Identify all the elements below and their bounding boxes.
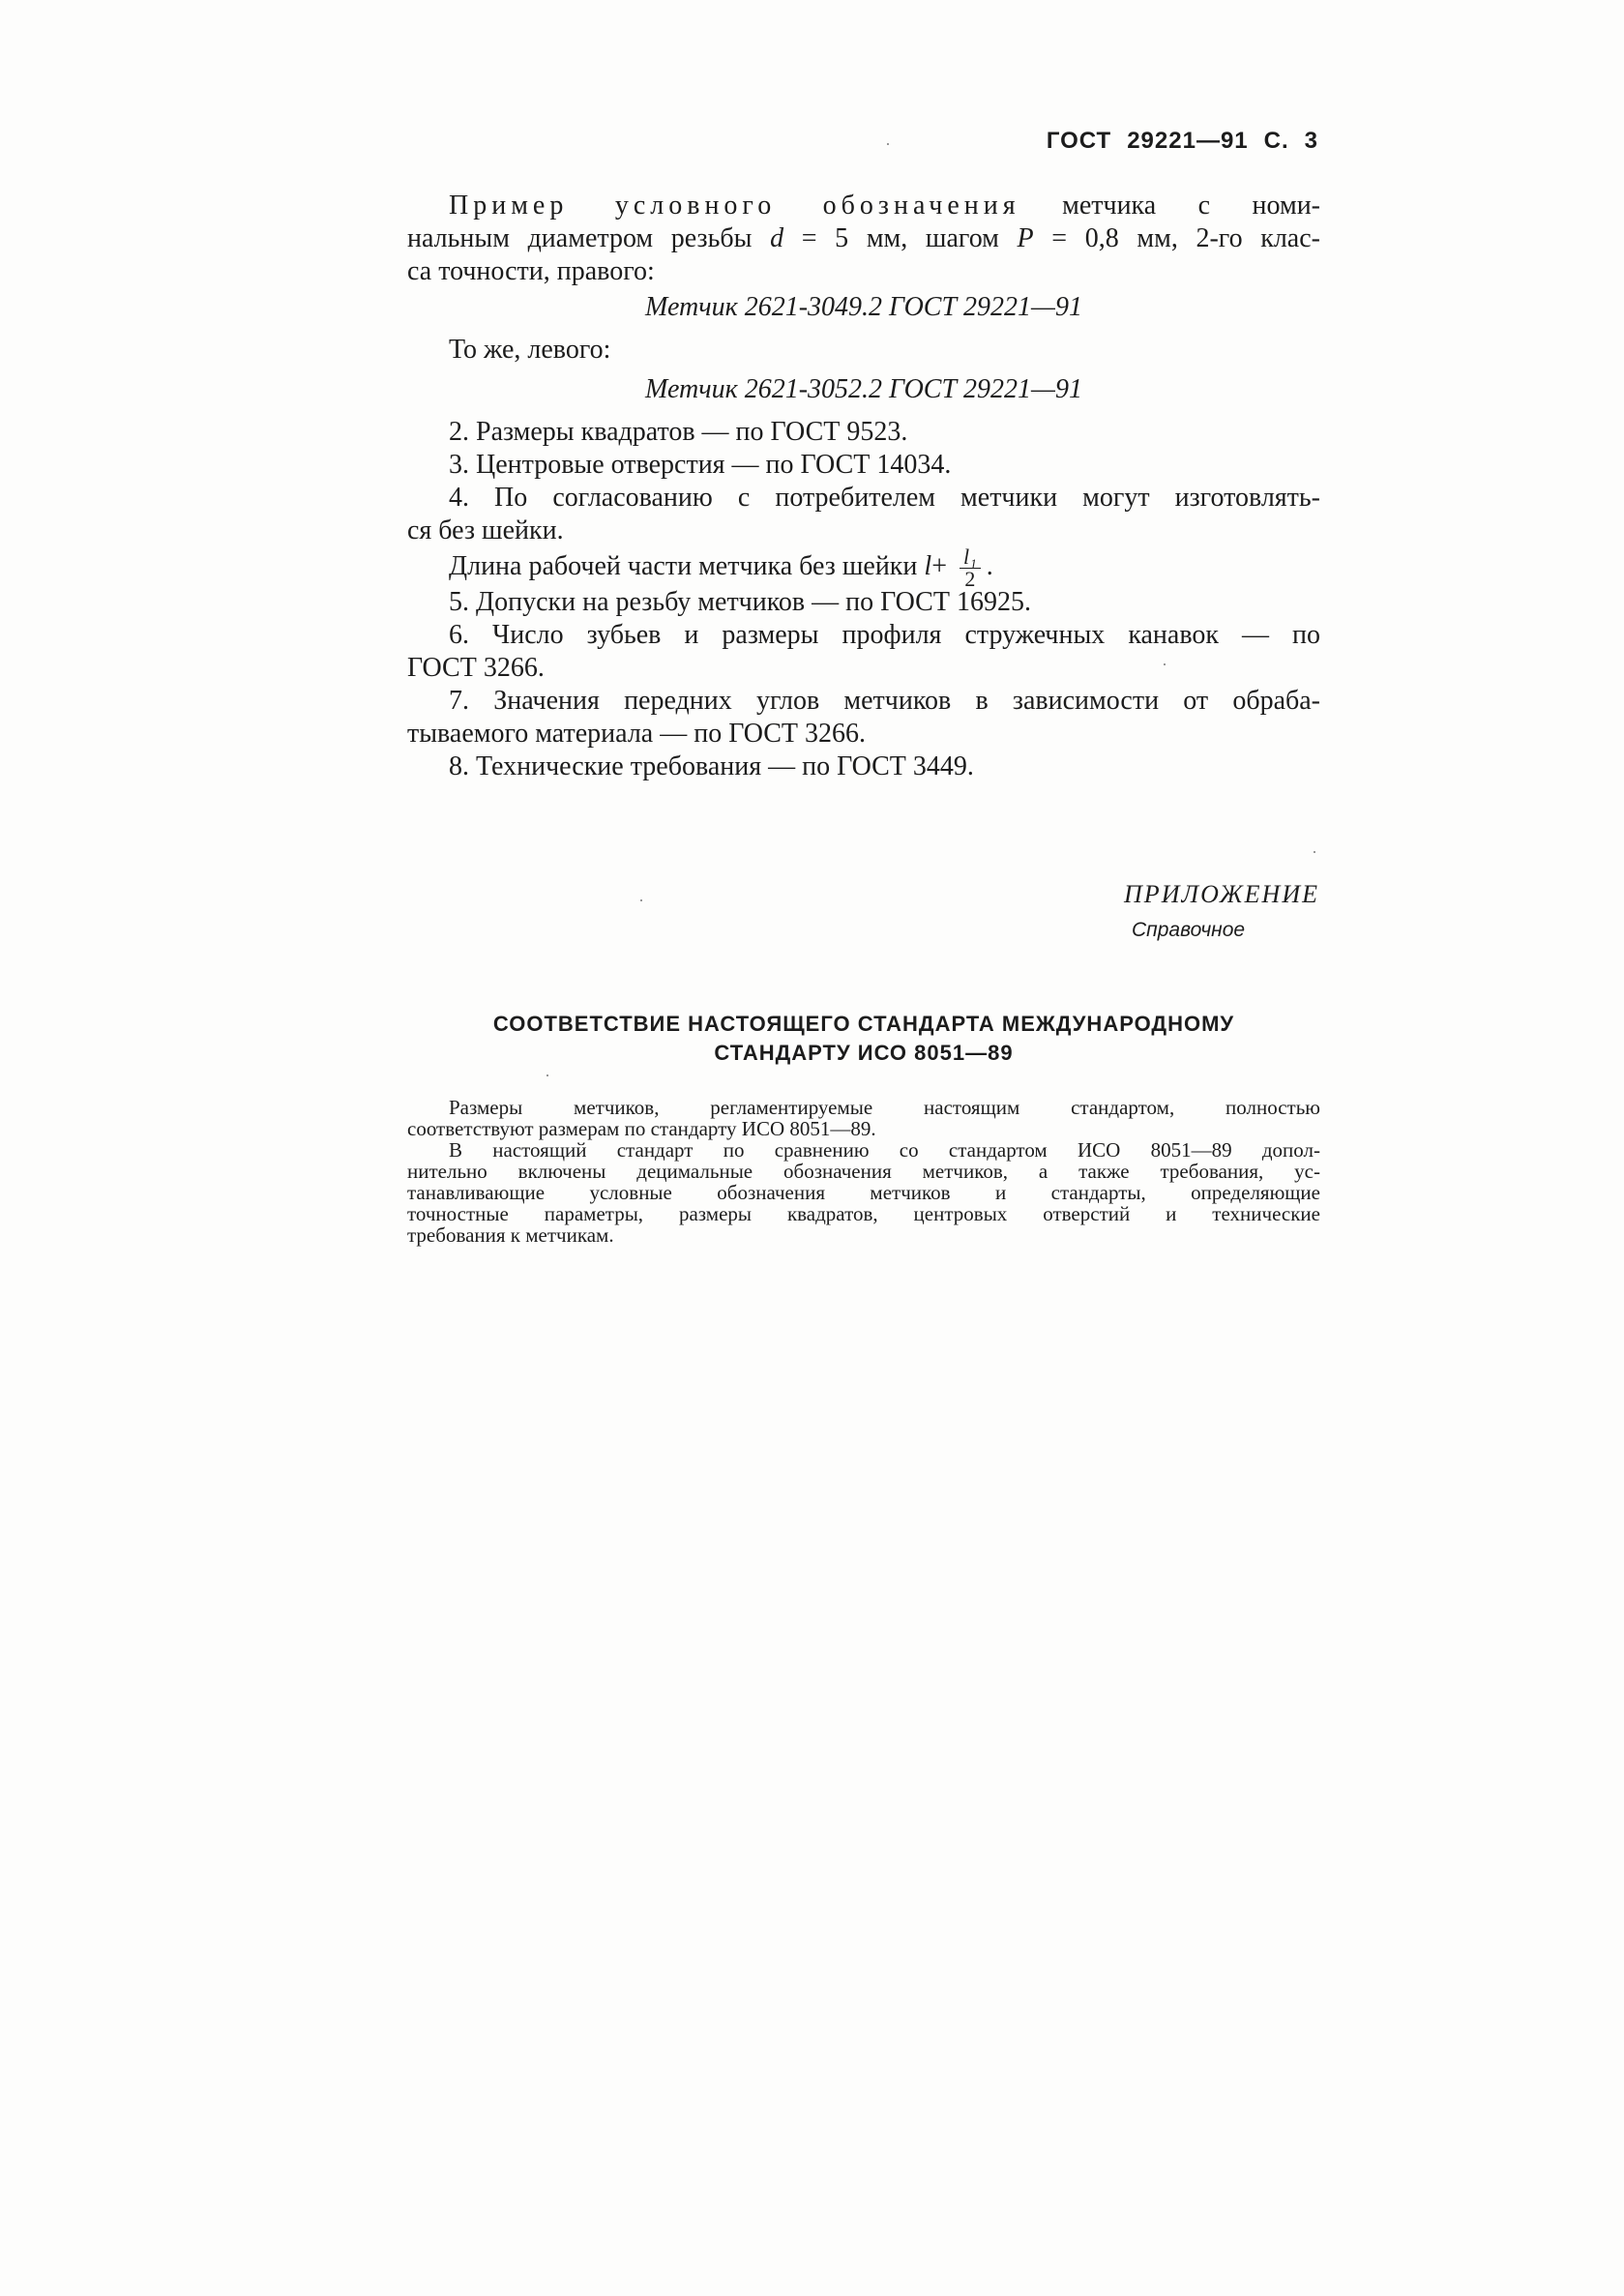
var-d: d: [770, 223, 784, 253]
appendix-sublabel: Справочное: [1132, 919, 1246, 941]
designation-right: Метчик 2621-3049.2 ГОСТ 29221—91: [645, 292, 1082, 322]
length-end: .: [986, 550, 993, 581]
example-intro-rest: метчика с номи-: [1062, 191, 1321, 221]
appendix-p1-line-2: соответствуют размерам по стандарту ИСО 8051—89.: [407, 1117, 876, 1140]
fraction-denominator: 2: [964, 567, 976, 591]
item-5: 5. Допуски на резьбу метчиков — по ГОСТ 16925.: [449, 587, 1031, 617]
length-formula: [407, 546, 1320, 590]
example-intro-text: нальным диаметром резьбы: [407, 223, 771, 253]
item-8: 8. Технические требования — по ГОСТ 3449.: [449, 751, 974, 781]
item-4-line-2: ся без шейки.: [407, 515, 564, 545]
item-7-line-1: 7. Значения передних углов метчиков в зависимости от обраба-: [449, 686, 1320, 716]
item-6-line-2: ГОСТ 3266.: [407, 653, 545, 683]
header-standard-number: 29221—91: [1127, 128, 1249, 154]
appendix-p2-line-5: требования к метчикам.: [407, 1223, 614, 1247]
example-intro-text: = 0,8 мм, 2-го клас-: [1033, 223, 1320, 253]
scan-speck: [546, 1074, 548, 1076]
appendix-title-line-2: СТАНДАРТУ ИСО 8051—89: [714, 1041, 1014, 1065]
length-text: Длина рабочей части метчика без шейки: [449, 550, 918, 581]
appendix-title-line-1: СООТВЕТСТВИЕ НАСТОЯЩЕГО СТАНДАРТА МЕЖДУНАРОДНОМУ: [492, 1012, 1235, 1036]
fraction: [960, 546, 981, 590]
appendix-p2-line-4: точностные параметры, размеры квадратов, центровых отверстий и технические: [407, 1202, 1320, 1225]
example-intro-line-1: [407, 190, 1320, 222]
left-intro: То же, левого:: [449, 335, 611, 365]
appendix-p1-line-1: Размеры метчиков, регламентируемые настоящим стандартом, полностью: [449, 1096, 1320, 1119]
item-6-line-1: 6. Число зубьев и размеры профиля стружечных канавок — по: [449, 620, 1320, 650]
scan-speck: [887, 143, 889, 145]
header-page-number: 3: [1304, 128, 1318, 154]
fraction-numerator: l₁: [960, 546, 981, 569]
scan-speck: [1314, 851, 1315, 853]
scan-speck: [1164, 663, 1166, 665]
example-intro-line-3: са точности, правого:: [407, 256, 655, 286]
appendix-p2-line-2: нительно включены децимальные обозначения метчиков, а также требования, ус-: [407, 1160, 1320, 1183]
page-header: [1047, 128, 1318, 155]
item-7-line-2: тываемого материала — по ГОСТ 3266.: [407, 719, 867, 749]
plus-sign: +: [931, 550, 947, 581]
appendix-label: ПРИЛОЖЕНИЕ: [1124, 880, 1319, 908]
item-2: 2. Размеры квадратов — по ГОСТ 9523.: [449, 417, 908, 447]
designation-left: Метчик 2621-3052.2 ГОСТ 29221—91: [645, 374, 1082, 404]
header-page-label: С.: [1263, 128, 1289, 154]
example-intro-text: = 5 мм, шагом: [783, 223, 1018, 253]
item-3: 3. Центровые отверстия — по ГОСТ 14034.: [449, 450, 952, 480]
example-intro-spaced: Пример условного обозначения: [449, 191, 1020, 221]
appendix-p2-line-3: танавливающие условные обозначения метчиков и стандарты, определяющие: [407, 1181, 1320, 1204]
example-intro-line-2: [407, 222, 1320, 255]
header-gost: ГОСТ: [1046, 128, 1112, 154]
var-p: P: [1017, 223, 1034, 253]
item-4-line-1: 4. По согласованию с потребителем метчики могут изготовлять-: [449, 483, 1320, 513]
scan-speck: [640, 899, 642, 901]
var-l: l: [924, 550, 932, 581]
appendix-p2-line-1: В настоящий стандарт по сравнению со стандартом ИСО 8051—89 допол-: [449, 1138, 1320, 1162]
